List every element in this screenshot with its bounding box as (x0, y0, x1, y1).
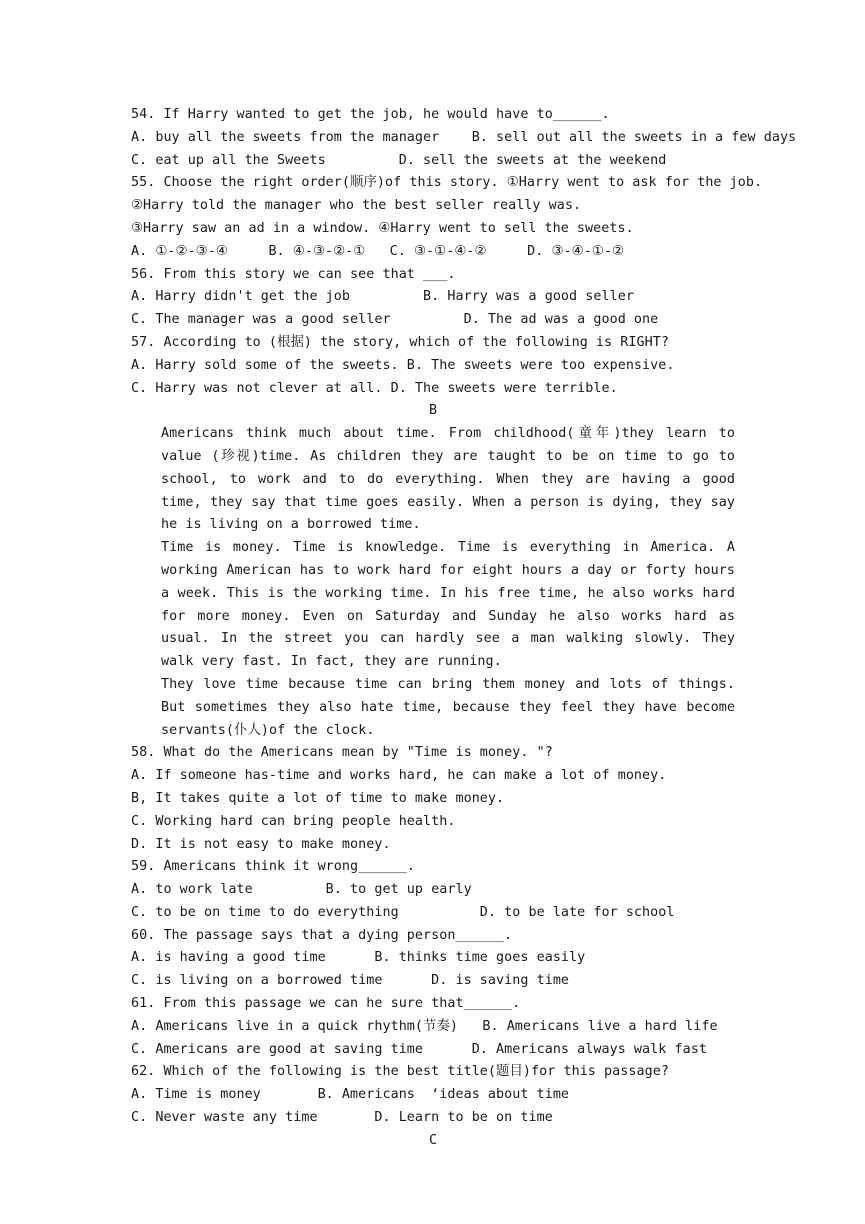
passage-b-paragraph-2: Time is money. Time is knowledge. Time is everything in America. A working American has to work hard for eight hours a day or forty hours a week. This is the working time. In his free time, he also works hard for more money. Even on Saturday and Sunday he also works hard as usual. In the street you can hardly see a man walking slowly. They walk very fast. In fact, they are running. (161, 540, 735, 670)
question-56-options-ab: A. Harry didn't get the job B. Harry was a good seller (131, 289, 634, 305)
document-page (131, 104, 797, 1153)
question-55-stem: 55. Choose the right order(顺序)of this story. ①Harry went to ask for the job. (131, 175, 763, 191)
question-58-option-b: B, It takes quite a lot of time to make money. (131, 790, 505, 806)
question-56-options-cd: C. The manager was a good seller D. The ad was a good one (131, 312, 659, 328)
question-59-stem: 59. Americans think it wrong______. (131, 859, 415, 875)
question-58-option-a: A. If someone has-time and works hard, he can make a lot of money. (131, 768, 667, 784)
questions-58-62 (131, 742, 735, 1130)
passage-b-paragraph-1: Americans think much about time. From childhood(童年)they learn to value (珍视)time. As children they are taught to be on time to go to school, to work and to do everything. When they are having a good time, they say that time goes easily. When a person is dying, they say he is living on a borrowed time. (161, 426, 735, 533)
question-62-stem: 62. Which of the following is the best title(题目)for this passage? (131, 1064, 669, 1080)
question-59-options-cd: C. to be on time to do everything D. to be late for school (131, 904, 675, 920)
question-59-options-ab: A. to work late B. to get up early (131, 882, 472, 898)
question-54-options-ab: A. buy all the sweets from the manager B. sell out all the sweets in a few days (131, 129, 797, 145)
passage-b-paragraph-3: They love time because time can bring them money and lots of things. But sometimes they also hate time, because they feel they have become servants(仆人)of the clock. (161, 676, 735, 738)
question-60-stem: 60. The passage says that a dying person______. (131, 927, 513, 943)
section-b-heading: B (428, 403, 438, 419)
question-62-options-cd: C. Never waste any time D. Learn to be on time (131, 1110, 553, 1126)
questions-54-57 (131, 104, 797, 400)
question-61-options-cd: C. Americans are good at saving time D. Americans always walk fast (131, 1041, 707, 1057)
question-55-line-3: ③Harry saw an ad in a window. ④Harry went to sell the sweets. (131, 220, 634, 236)
question-57-options-ab: A. Harry sold some of the sweets. B. The sweets were too expensive. (131, 357, 675, 373)
question-55-options: A. ①-②-③-④ B. ④-③-②-① C. ③-①-④-② D. ③-④-①-② (131, 243, 625, 259)
passage-b (131, 423, 735, 742)
question-55-line-2: ②Harry told the manager who the best seller really was. (131, 198, 582, 214)
question-54-stem: 54. If Harry wanted to get the job, he would have to______. (131, 107, 610, 122)
question-54-options-cd: C. eat up all the Sweets D. sell the sweets at the weekend (131, 152, 667, 168)
question-60-options-cd: C. is living on a borrowed time D. is saving time (131, 973, 570, 989)
question-58-option-d: D. It is not easy to make money. (131, 836, 391, 852)
question-62-options-ab: A. Time is money B. Americans ‘ideas about time (131, 1087, 570, 1103)
question-58-option-c: C. Working hard can bring people health. (131, 813, 456, 829)
question-61-options-ab: A. Americans live in a quick rhythm(节奏) B. Americans live a hard life (131, 1018, 718, 1034)
section-c-heading: C (428, 1132, 438, 1148)
question-56-stem: 56. From this story we can see that ___. (131, 266, 456, 282)
question-61-stem: 61. From this passage we can he sure that______. (131, 996, 521, 1012)
question-60-options-ab: A. is having a good time B. thinks time goes easily (131, 950, 586, 966)
question-57-stem: 57. According to (根据) the story, which of the following is RIGHT? (131, 334, 669, 350)
question-58-stem: 58. What do the Americans mean by "Time is money. "? (131, 745, 553, 761)
question-57-options-cd: C. Harry was not clever at all. D. The sweets were terrible. (131, 380, 618, 396)
